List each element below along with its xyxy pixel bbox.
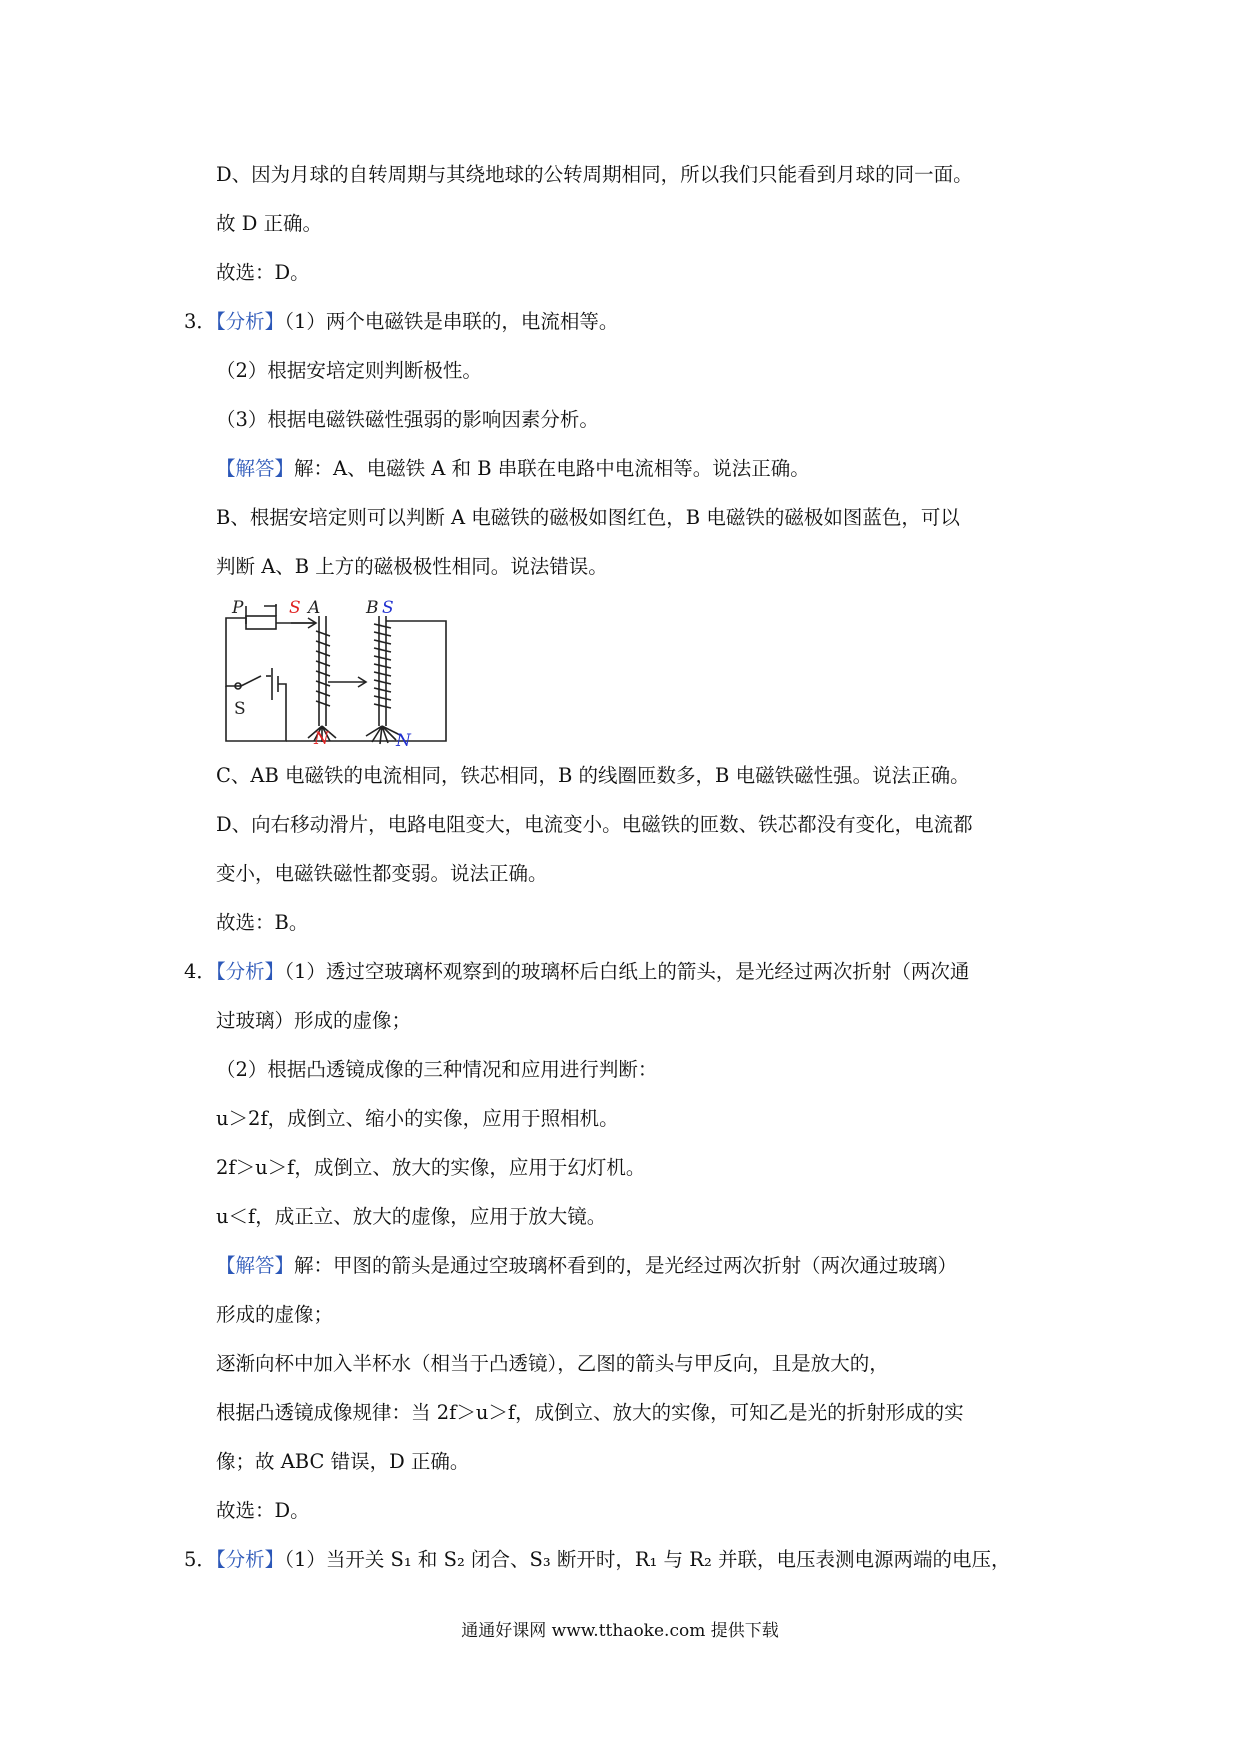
text-line: （2）根据安培定则判断极性。 [216,359,482,382]
question-3-answer: 【解答】解：A、电磁铁 A 和 B 串联在电路中电流相等。说法正确。 [216,457,810,480]
text-line: 形成的虚像； [216,1303,334,1326]
text-line: （3）根据电磁铁磁性强弱的影响因素分析。 [216,408,599,431]
text-line: 变小，电磁铁磁性都变弱。说法正确。 [216,862,548,885]
pole-label-b-bottom: N [396,731,411,746]
question-5-analysis: 5．【分析】（1）当开关 S₁ 和 S₂ 闭合、S₃ 断开时，R₁ 与 R₂ 并联，电压表测电源两端的电压， [184,1548,1011,1571]
text-line: 过玻璃）形成的虚像； [216,1009,412,1032]
text-line: 判断 A、B 上方的磁极极性相同。说法错误。 [216,555,608,578]
question-4-analysis: 4．【分析】（1）透过空玻璃杯观察到的玻璃杯后白纸上的箭头，是光经过两次折射（两次通 [184,960,970,983]
text-line: u＜f，成正立、放大的虚像，应用于放大镜。 [216,1205,607,1228]
text-line: D、向右移动滑片，电路电阻变大，电流变小。电磁铁的匝数、铁芯都没有变化，电流都 [216,813,973,836]
text-line: u＞2f，成倒立、缩小的实像，应用于照相机。 [216,1107,619,1130]
magnet-b-label: B [366,598,379,618]
question-3-analysis: 3．【分析】（1）两个电磁铁是串联的，电流相等。 [184,310,619,333]
text-line: 故选：B。 [216,911,309,934]
rheostat-label: P [232,598,244,618]
switch-label: S [234,699,246,719]
magnet-a-label: A [308,598,321,618]
circuit-diagram [216,596,462,746]
text-line: 根据凸透镜成像规律：当 2f＞u＞f，成倒立、放大的实像，可知乙是光的折射形成的实 [216,1401,964,1424]
text-line: 逐渐向杯中加入半杯水（相当于凸透镜），乙图的箭头与甲反向，且是放大的， [216,1352,889,1375]
page-footer: 通通好课网 www.tthaoke.com 提供下载 [461,1621,779,1641]
pole-label-a-bottom: N [314,729,329,746]
text-line: 故 D 正确。 [216,212,323,235]
text-line: 像；故 ABC 错误，D 正确。 [216,1450,470,1473]
text-line: D、因为月球的自转周期与其绕地球的公转周期相同，所以我们只能看到月球的同一面。 [216,163,973,186]
text-line: 故选：D。 [216,261,310,284]
text-line: （2）根据凸透镜成像的三种情况和应用进行判断： [216,1058,658,1081]
pole-label-b-top: S [382,598,394,618]
text-line: B、根据安培定则可以判断 A 电磁铁的磁极如图红色，B 电磁铁的磁极如图蓝色，可以 [216,506,960,529]
text-line: 2f＞u＞f，成倒立、放大的实像，应用于幻灯机。 [216,1156,646,1179]
question-4-answer: 【解答】解：甲图的箭头是通过空玻璃杯看到的，是光经过两次折射（两次通过玻璃） [216,1254,958,1277]
pole-label-a-top: S [289,598,301,618]
text-line: C、AB 电磁铁的电流相同，铁芯相同，B 的线圈匝数多，B 电磁铁磁性强。说法正确。 [216,764,970,787]
text-line: 故选：D。 [216,1499,310,1522]
